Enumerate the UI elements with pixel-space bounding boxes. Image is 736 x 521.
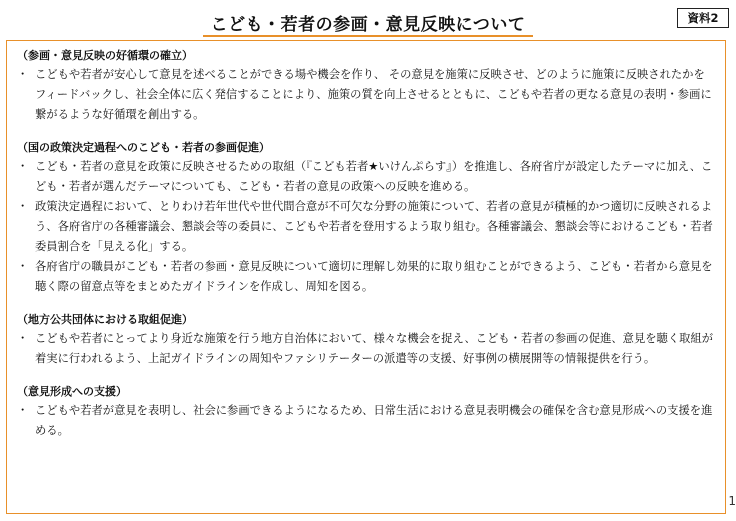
section-heading: （意見形成への支援） [17,385,127,398]
list-item [17,65,715,125]
list-item [17,197,715,257]
list-item [17,329,715,369]
item-text: こどもや若者にとってより身近な施策を行う地方自治体において、様々な機会を捉え、こども・若者の参画の促進、意見を聴く取組が着実に行われるよう、上記ガイドラインの周知やファシリテーターの派遣等の支援、好事例の横展開等の情報提供を行う。 [35,332,714,365]
bullet-icon: ・ [17,404,29,417]
section-heading: （地方公共団体における取組促進） [17,313,193,326]
item-text: こどもや若者が意見を表明し、社会に参画できるようになるため、日常生活における意見表明機会の確保を含む意見形成への支援を進める。 [35,404,713,437]
item-text: 政策決定過程において、とりわけ若年世代や世代間合意が不可欠な分野の施策について、若者の意見が積極的かつ適切に反映されるよう、各府省庁の各種審議会、懇談会等の委員に、こどもや若者を登用するよう取り組む。各種審議会、懇談会等におけるこども・若者委員割合を「見える化」する。 [35,200,713,253]
bullet-icon: ・ [17,160,29,173]
list-item [17,401,715,441]
section-heading: （国の政策決定過程へのこども・若者の参画促進） [17,141,270,154]
item-text: こどもや若者が安心して意見を述べることができる場や機会を作り、 その意見を施策に反映させ、どのように施策に反映されたかをフィードバックし、社会全体に広く発信することにより、施策の質を向上させるとともに、こどもや若者の更なる意見の表明・参画に繋がるような好循環を創出する。 [35,68,712,121]
title-underline [203,35,533,37]
page-title: こども・若者の参画・意見反映について [210,15,526,35]
page-number: 1 [728,494,736,508]
item-text: 各府省庁の職員がこども・若者の参画・意見反映について適切に理解し効果的に取り組むことができるよう、こども・若者から意見を聴く際の留意点等をまとめたガイドラインを作成し、周知を図る。 [35,260,713,293]
bullet-icon: ・ [17,260,29,273]
item-text: こども・若者の意見を政策に反映させるための取組（『こども若者★いけんぷらす』）を推進し、各府省庁が設定したテーマに加え、こども・若者が選んだテーマについても、こども・若者の意見の政策への反映を進める。 [35,160,713,193]
section-national-policy [17,139,715,297]
bullet-icon: ・ [17,200,29,213]
bullet-icon: ・ [17,332,29,345]
content-panel [6,40,726,514]
bullet-icon: ・ [17,68,29,81]
list-item [17,257,715,297]
section-local-government [17,311,715,369]
section-participation-cycle [17,47,715,125]
section-heading: （参画・意見反映の好循環の確立） [17,49,193,62]
document-badge: 資料2 [677,8,729,28]
section-opinion-formation [17,383,715,441]
list-item [17,157,715,197]
